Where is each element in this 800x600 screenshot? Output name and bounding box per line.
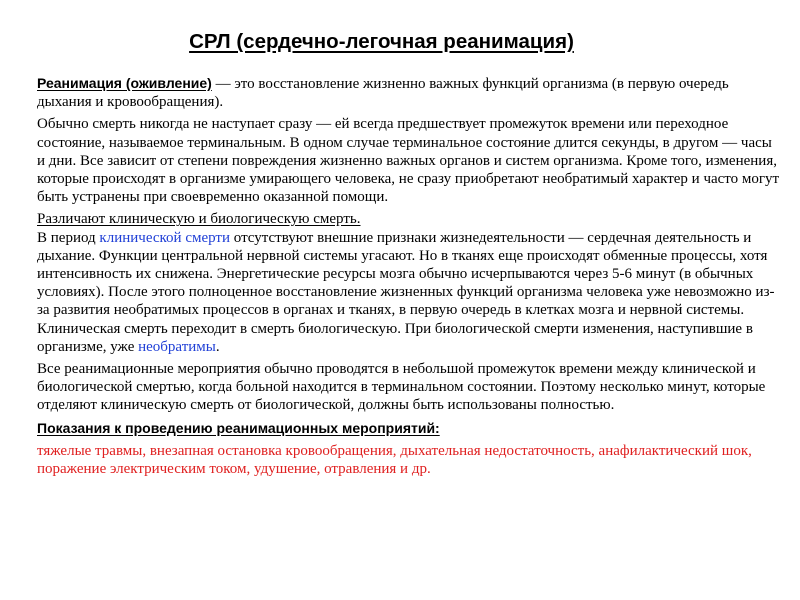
death-types-text-c: .	[215, 338, 220, 355]
clinical-death-link[interactable]: клинической смерти	[99, 229, 231, 246]
indications-list: тяжелые травмы, внезапная остановка кровообращения, дыхательная недостаточность, анафилактический шок, поражение электрическим током, удушение, отравления и др.	[37, 442, 752, 478]
death-types-text-a: В период	[37, 229, 100, 246]
terminal-state-paragraph: Обычно смерть никогда не наступает сразу — ей всегда предшествует промежуток времени или переходное состояние, называемое терминальным. В одном случае терминальное состояние длится секунды, в другом — часы и дни. Все зависит от степени повреждения жизненно важных органов и систем организма. Кроме того, изменения, которые происходят в организме умирающего человека, не сразу приобретают необратимый характер и часто могут быть устранены при своевременно оказанной помощи.	[37, 116, 780, 206]
death-types-heading: Различают клиническую и биологическую смерть.	[37, 211, 361, 228]
death-types-paragraph	[37, 210, 782, 356]
resuscitation-timing-paragraph: Все реанимационные мероприятия обычно проводятся в небольшой промежуток времени между клинической и биологической смертью, когда больной находится в терминальном состоянии. Поэтому несколько минут, которые отделяют клиническую смерть от биологической, должны быть использованы полностью.	[37, 361, 766, 414]
irreversible-link[interactable]: необратимы	[138, 338, 216, 355]
slide-title: СРЛ (сердечно-легочная реанимация)	[189, 30, 574, 53]
slide-body	[37, 74, 782, 478]
indications-heading-text: Показания к проведению реанимационных мероприятий:	[37, 419, 440, 436]
definition-text: — это восстановление жизненно важных функций организма (в первую очередь дыхания и кровообращения).	[37, 76, 729, 111]
indications-heading	[37, 419, 782, 438]
death-types-text-b: отсутствуют внешние признаки жизнедеятельности — сердечная деятельность и дыхание. Функции центральной нервной системы угасают. Но в тканях еще происходят обменные процессы, хотя интенсивность их снижена. Энергетические ресурсы мозга обычно исчерпываются через 5-6 минут (в обычных условиях). После этого полноценное восстановление жизненных функций организма человека уже невозможно из-за развития необратимых процессов в органах и тканях, в первую очередь в клетках мозга и нервной системы. Клиническая смерть переходит в смерть биологическую. При биологической смерти изменения, наступившие в организме, уже	[37, 229, 775, 355]
definition-term: Реанимация (оживление)	[37, 75, 212, 91]
definition-paragraph	[37, 74, 782, 111]
